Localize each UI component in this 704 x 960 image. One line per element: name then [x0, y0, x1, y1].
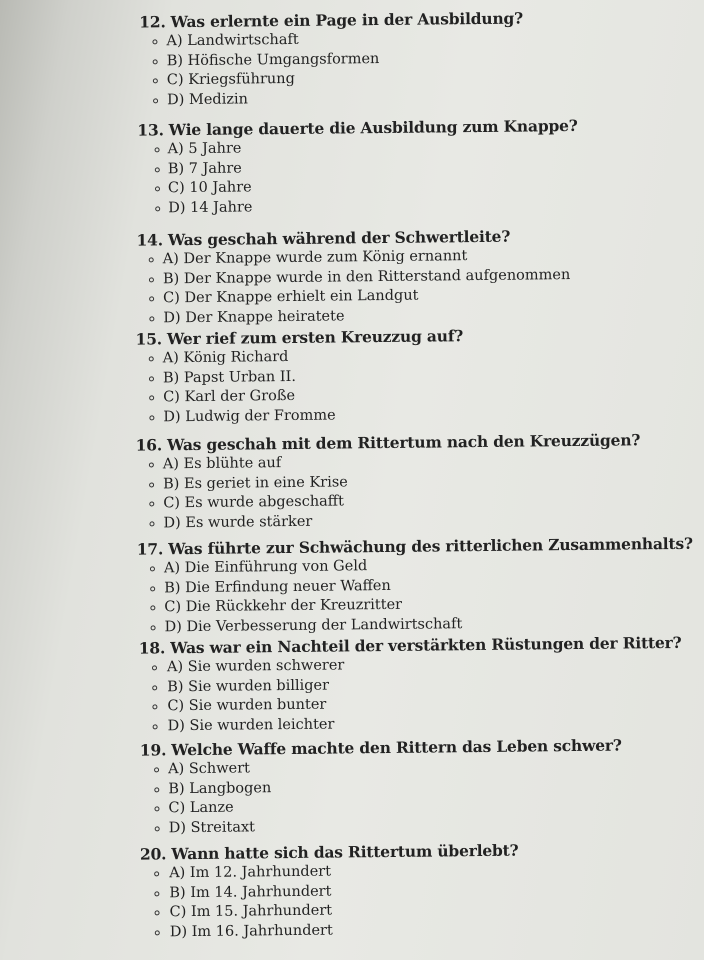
question-16	[5, 430, 696, 535]
answer-options	[3, 245, 694, 330]
bullet-icon	[153, 78, 158, 83]
bullet-icon	[149, 257, 154, 262]
bullet-icon	[149, 482, 154, 487]
bullet-icon	[155, 910, 160, 915]
bullet-icon	[154, 891, 159, 896]
answer-options	[4, 344, 695, 429]
bullet-icon	[149, 296, 154, 301]
bullet-icon	[152, 685, 157, 690]
option-label: D) Es wurde stärker	[163, 513, 313, 531]
option-label: C) Kriegsführung	[166, 70, 295, 89]
answer-options	[7, 653, 698, 738]
question-number: 18.	[138, 638, 166, 658]
option-label: A) 5 Jahre	[167, 140, 242, 158]
option-label: D) 14 Jahre	[168, 198, 253, 216]
option-label: B) Höfische Umgangsformen	[166, 50, 380, 69]
option-label: A) König Richard	[162, 348, 289, 367]
option-label: B) Die Erfindung neuer Waffen	[164, 577, 391, 596]
question-number: 13.	[137, 120, 164, 140]
bullet-icon	[149, 356, 154, 361]
question-number: 20.	[139, 844, 167, 864]
answer-options	[1, 135, 692, 220]
bullet-icon	[155, 147, 160, 152]
question-text: Was war ein Nachteil der verstärkten Rüstungen der Ritter?	[170, 632, 682, 658]
bullet-icon	[154, 806, 159, 811]
bullet-icon	[153, 98, 158, 103]
question-13	[1, 115, 692, 220]
bullet-icon	[149, 316, 154, 321]
option-label: A) Im 12. Jahrhundert	[169, 863, 332, 882]
question-14	[2, 225, 693, 330]
bullet-icon	[149, 277, 154, 282]
question-17	[6, 534, 697, 639]
bullet-icon	[152, 665, 157, 670]
option-label: D) Medizin	[166, 90, 248, 108]
bullet-icon	[152, 704, 157, 709]
question-text: Wer rief zum ersten Kreuzzug auf?	[166, 326, 464, 349]
option-label: D) Der Knappe heiratete	[163, 307, 345, 326]
option-label: C) 10 Jahre	[167, 179, 252, 197]
option-label: A) Landwirtschaft	[166, 31, 299, 50]
question-number: 15.	[135, 329, 163, 349]
option-label: D) Die Verbesserung der Landwirtschaft	[164, 615, 463, 635]
question-19	[8, 735, 699, 840]
bullet-icon	[150, 566, 155, 571]
option-label: A) Schwert	[167, 760, 251, 778]
answer-options	[5, 450, 696, 535]
answer-options	[6, 554, 697, 639]
option-label: B) Langbogen	[168, 779, 272, 797]
bullet-icon	[155, 826, 160, 831]
bullet-icon	[149, 376, 154, 381]
option-label: C) Es wurde abgeschafft	[163, 493, 344, 512]
bullet-icon	[151, 625, 156, 630]
option-label: B) Der Knappe wurde in den Ritterstand aufgenommen	[162, 266, 571, 287]
option-label: C) Sie wurden bunter	[167, 696, 327, 715]
question-number: 17.	[136, 539, 164, 559]
bullet-icon	[153, 59, 158, 64]
bullet-icon	[155, 930, 160, 935]
option-label: A) Sie wurden schwerer	[166, 657, 345, 676]
bullet-icon	[149, 462, 154, 467]
bullet-icon	[150, 586, 155, 591]
bullet-icon	[154, 767, 159, 772]
option-label: C) Die Rückkehr der Kreuzritter	[164, 596, 403, 616]
question-number: 16.	[135, 435, 163, 455]
option-label: D) Streitaxt	[168, 818, 256, 836]
bullet-icon	[149, 521, 154, 526]
question-text: Wie lange dauerte die Ausbildung zum Knappe?	[168, 115, 578, 140]
question-20	[9, 839, 700, 944]
answer-options	[8, 755, 699, 840]
option-label: D) Sie wurden leichter	[167, 716, 335, 734]
option-label: C) Der Knappe erhielt ein Landgut	[163, 287, 419, 307]
answer-options	[0, 27, 691, 112]
question-text: Was geschah mit dem Rittertum nach den Kreuzzügen?	[166, 430, 641, 455]
option-label: B) Sie wurden billiger	[167, 677, 330, 695]
bullet-icon	[154, 871, 159, 876]
option-label: A) Es blühte auf	[162, 455, 282, 473]
option-label: D) Ludwig der Fromme	[163, 407, 336, 425]
option-label: C) Karl der Große	[163, 387, 296, 406]
option-label: D) Im 16. Jahrhundert	[169, 922, 333, 940]
bullet-icon	[154, 787, 159, 792]
bullet-icon	[152, 39, 157, 44]
question-number: 12.	[139, 12, 166, 32]
option-label: B) Es geriet in eine Krise	[162, 473, 348, 492]
question-text: Wann hatte sich das Rittertum überlebt?	[171, 840, 519, 864]
bullet-icon	[149, 501, 154, 506]
option-label: C) Im 15. Jahrhundert	[169, 902, 333, 921]
option-label: A) Die Einführung von Geld	[163, 558, 368, 577]
question-number: 19.	[139, 740, 167, 760]
option-label: B) 7 Jahre	[167, 159, 242, 177]
bullet-icon	[155, 167, 160, 172]
question-12	[0, 7, 691, 112]
bullet-icon	[149, 415, 154, 420]
option-label: B) Im 14. Jahrhundert	[169, 883, 332, 901]
bullet-icon	[153, 724, 158, 729]
question-text: Was erlernte ein Page in der Ausbildung?	[170, 8, 524, 32]
option-label: C) Lanze	[168, 799, 234, 817]
question-text: Was führte zur Schwächung des ritterlichen Zusammenhalts?	[168, 533, 693, 559]
answer-options	[9, 859, 700, 944]
bullet-icon	[155, 186, 160, 191]
question-15	[3, 324, 694, 429]
bullet-icon	[149, 395, 154, 400]
question-text: Was geschah während der Schwertleite?	[167, 226, 511, 250]
question-number: 14.	[136, 230, 163, 250]
option-label: B) Papst Urban II.	[162, 368, 296, 386]
bullet-icon	[150, 605, 155, 610]
option-label: A) Der Knappe wurde zum König ernannt	[162, 248, 468, 268]
bullet-icon	[155, 206, 160, 211]
question-18	[7, 633, 698, 738]
question-text: Welche Waffe machte den Rittern das Leben schwer?	[171, 735, 622, 760]
